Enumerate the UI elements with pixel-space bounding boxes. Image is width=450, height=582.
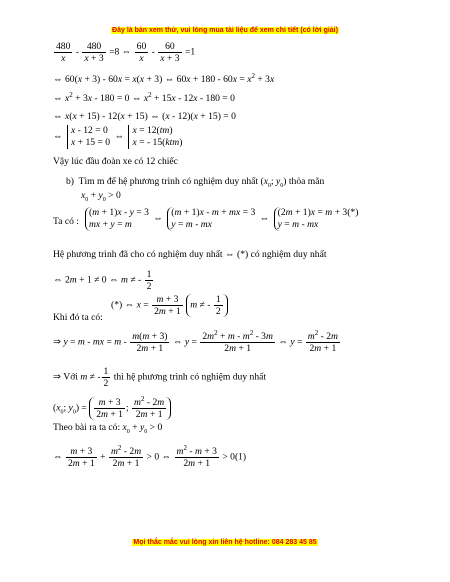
equation-line-8: ($x_0$; $y_0$) = $\frac{m + 3}{2m + 1}$ ; $\frac{m^2 - 2m}{2m + 1}$ (53, 397, 171, 420)
fraction: $\frac{m(m + 3)}{2m + 1}$ (132, 331, 168, 354)
equation-line-9: ⇔ $\frac{m + 3}{2m + 1}$ + $\frac{m^2 - 2m}{2m + 1}$ > 0 ⇔ $\frac{m^2 - m + 3}{2m + 1}$ > 0(1) (53, 443, 247, 469)
system-brace: (m + 1)x - y = 3 mx + y = m (85, 207, 149, 231)
part-b-condition-text: thỏa mãn (288, 176, 325, 187)
with-line: ⇒ Với m ≠ - $\frac{1}{2}$ thì hệ phương trình có nghiệm duy nhất (53, 366, 267, 389)
with-text: Với (63, 371, 78, 383)
paren-condition: m ≠ - $\frac{1}{2}$ (186, 294, 227, 317)
fraction: $\frac{60}{x}$ (136, 41, 147, 64)
conclusion-a: Vậy lúc đầu đoàn xe có 12 chiếc (53, 156, 178, 167)
preview-notice-banner (0, 27, 450, 34)
by-problem-line: Theo bài ra ta có: $x_0 + y_0 > 0$ (53, 422, 163, 435)
preview-notice-text: Đây là bản xem thử, vui lòng mua tài liệu để xem chi tiết (có lời giải) (112, 27, 338, 34)
hotline-text: Mọi thắc mắc vui lòng xin liên hệ hotline: 084 283 45 85 (133, 539, 317, 546)
star-solution-line: (*) ⇔ x = $\frac{m + 3}{2m + 1}$ m ≠ - $\frac{1}{2}$ (111, 294, 228, 317)
part-b-prompt-text: Tìm m để hệ phương trình có nghiệm duy nhất (78, 176, 259, 187)
fraction: $\frac{480}{x}$ (56, 41, 71, 64)
system-brace: (m + 1)x - m + mx = 3 y = m - mx (167, 207, 255, 231)
part-b-label: b) (66, 176, 74, 187)
fraction: $\frac{m^2 - 2m}{2m + 1}$ (307, 328, 338, 354)
we-have-label: Ta có : (53, 216, 79, 227)
unique-condition-text: Hệ phương trình đã cho có nghiệm duy nhất (53, 249, 223, 260)
equation-line-3: ⇔ $x^2 + 3x - 180 = 0$ ⇔ $x^2 + 15x - 12x - 180 = 0$ (53, 90, 235, 104)
fraction: $\frac{1}{2}$ (146, 269, 152, 292)
unique-condition-line: Hệ phương trình đã cho có nghiệm duy nhất ⇔ (*) có nghiệm duy nhất (53, 249, 327, 260)
condition-line: $x_0 + y_0 > 0$ (81, 190, 121, 203)
fraction: $\frac{60}{x + 3}$ (160, 41, 180, 64)
has-unique-text: có nghiệm duy nhất (250, 249, 327, 260)
fraction: $\frac{m + 3}{2m + 1}$ (68, 446, 95, 469)
equation-line-4: ⇔ x(x + 15) - 12(x + 15) ⇔ (x - 12)(x + 15) = 0 (53, 111, 236, 122)
system-line: (m + 1)x - y = 3 mx + y = m ⇔ (m + 1)x - m + mx = 3 y = m - mx ⇔ (2m + 1)x = m + 3(*) y = m - mx (83, 207, 360, 231)
by-problem-text: Theo bài ra ta có: (53, 422, 121, 433)
then-unique-text: thì hệ phương trình có nghiệm duy nhất (113, 371, 267, 383)
case-bracket: x = 12(tm) x = - 15(ktm) (128, 125, 182, 149)
fraction: $\frac{1}{2}$ (103, 366, 109, 389)
then-we-have-label: Khi đó ta có: (53, 312, 103, 323)
equation-line-7: ⇒ y = m - mx = m - $\frac{m(m + 3)}{2m + 1}$ ⇔ y = $\frac{2m^2 + m - m^2 - 3m}{2m + 1}$ ⇔ y = $\frac{m^2 - 2m}{2m + 1}$ (53, 328, 338, 354)
equation-line-5: ⇔ x - 12 = 0 x + 15 = 0 ⇔ x = 12(tm) x = - 15(ktm) (53, 125, 183, 148)
fraction: $\frac{m + 3}{2m + 1}$ (154, 294, 181, 317)
equation-line-1: $\frac{480}{x}$ - $\frac{480}{x + 3}$ =8 ⇔ $\frac{60}{x}$ - $\frac{60}{x + 3}$ =1 (56, 41, 196, 64)
fraction: $\frac{480}{x + 3}$ (84, 41, 104, 64)
hotline-banner (0, 539, 450, 546)
system-brace: (2m + 1)x = m + 3(*) y = m - mx (274, 207, 359, 231)
equation-line-6: ⇔ 2m + 1 ≠ 0 ⇔ m ≠ - $\frac{1}{2}$ (53, 269, 152, 292)
fraction: $\frac{m^2 - 2m}{2m + 1}$ (134, 394, 165, 420)
fraction: $\frac{m^2 - 2m}{2m + 1}$ (110, 443, 142, 469)
fraction: $\frac{2m^2 + m - m^2 - 3m}{2m + 1}$ (202, 328, 273, 354)
fraction: $\frac{1}{2}$ (215, 294, 221, 317)
paren-tuple: $\frac{m + 3}{2m + 1}$ ; $\frac{m^2 - 2m}{2m + 1}$ (89, 397, 171, 420)
equation-line-2: ⇔ 60(x + 3) - 60x = x(x + 3) ⇔ $60x + 180 - 60x = x^2 + 3x$ (53, 71, 275, 85)
fraction: $\frac{m + 3}{2m + 1}$ (96, 397, 123, 420)
fraction: $\frac{m^2 - m + 3}{2m + 1}$ (176, 443, 217, 469)
part-b-prompt: b) Tìm m để hệ phương trình có nghiệm duy nhất ($x_0$; $y_0$) thỏa mãn (66, 176, 325, 189)
case-bracket: x - 12 = 0 x + 15 = 0 (67, 125, 110, 149)
